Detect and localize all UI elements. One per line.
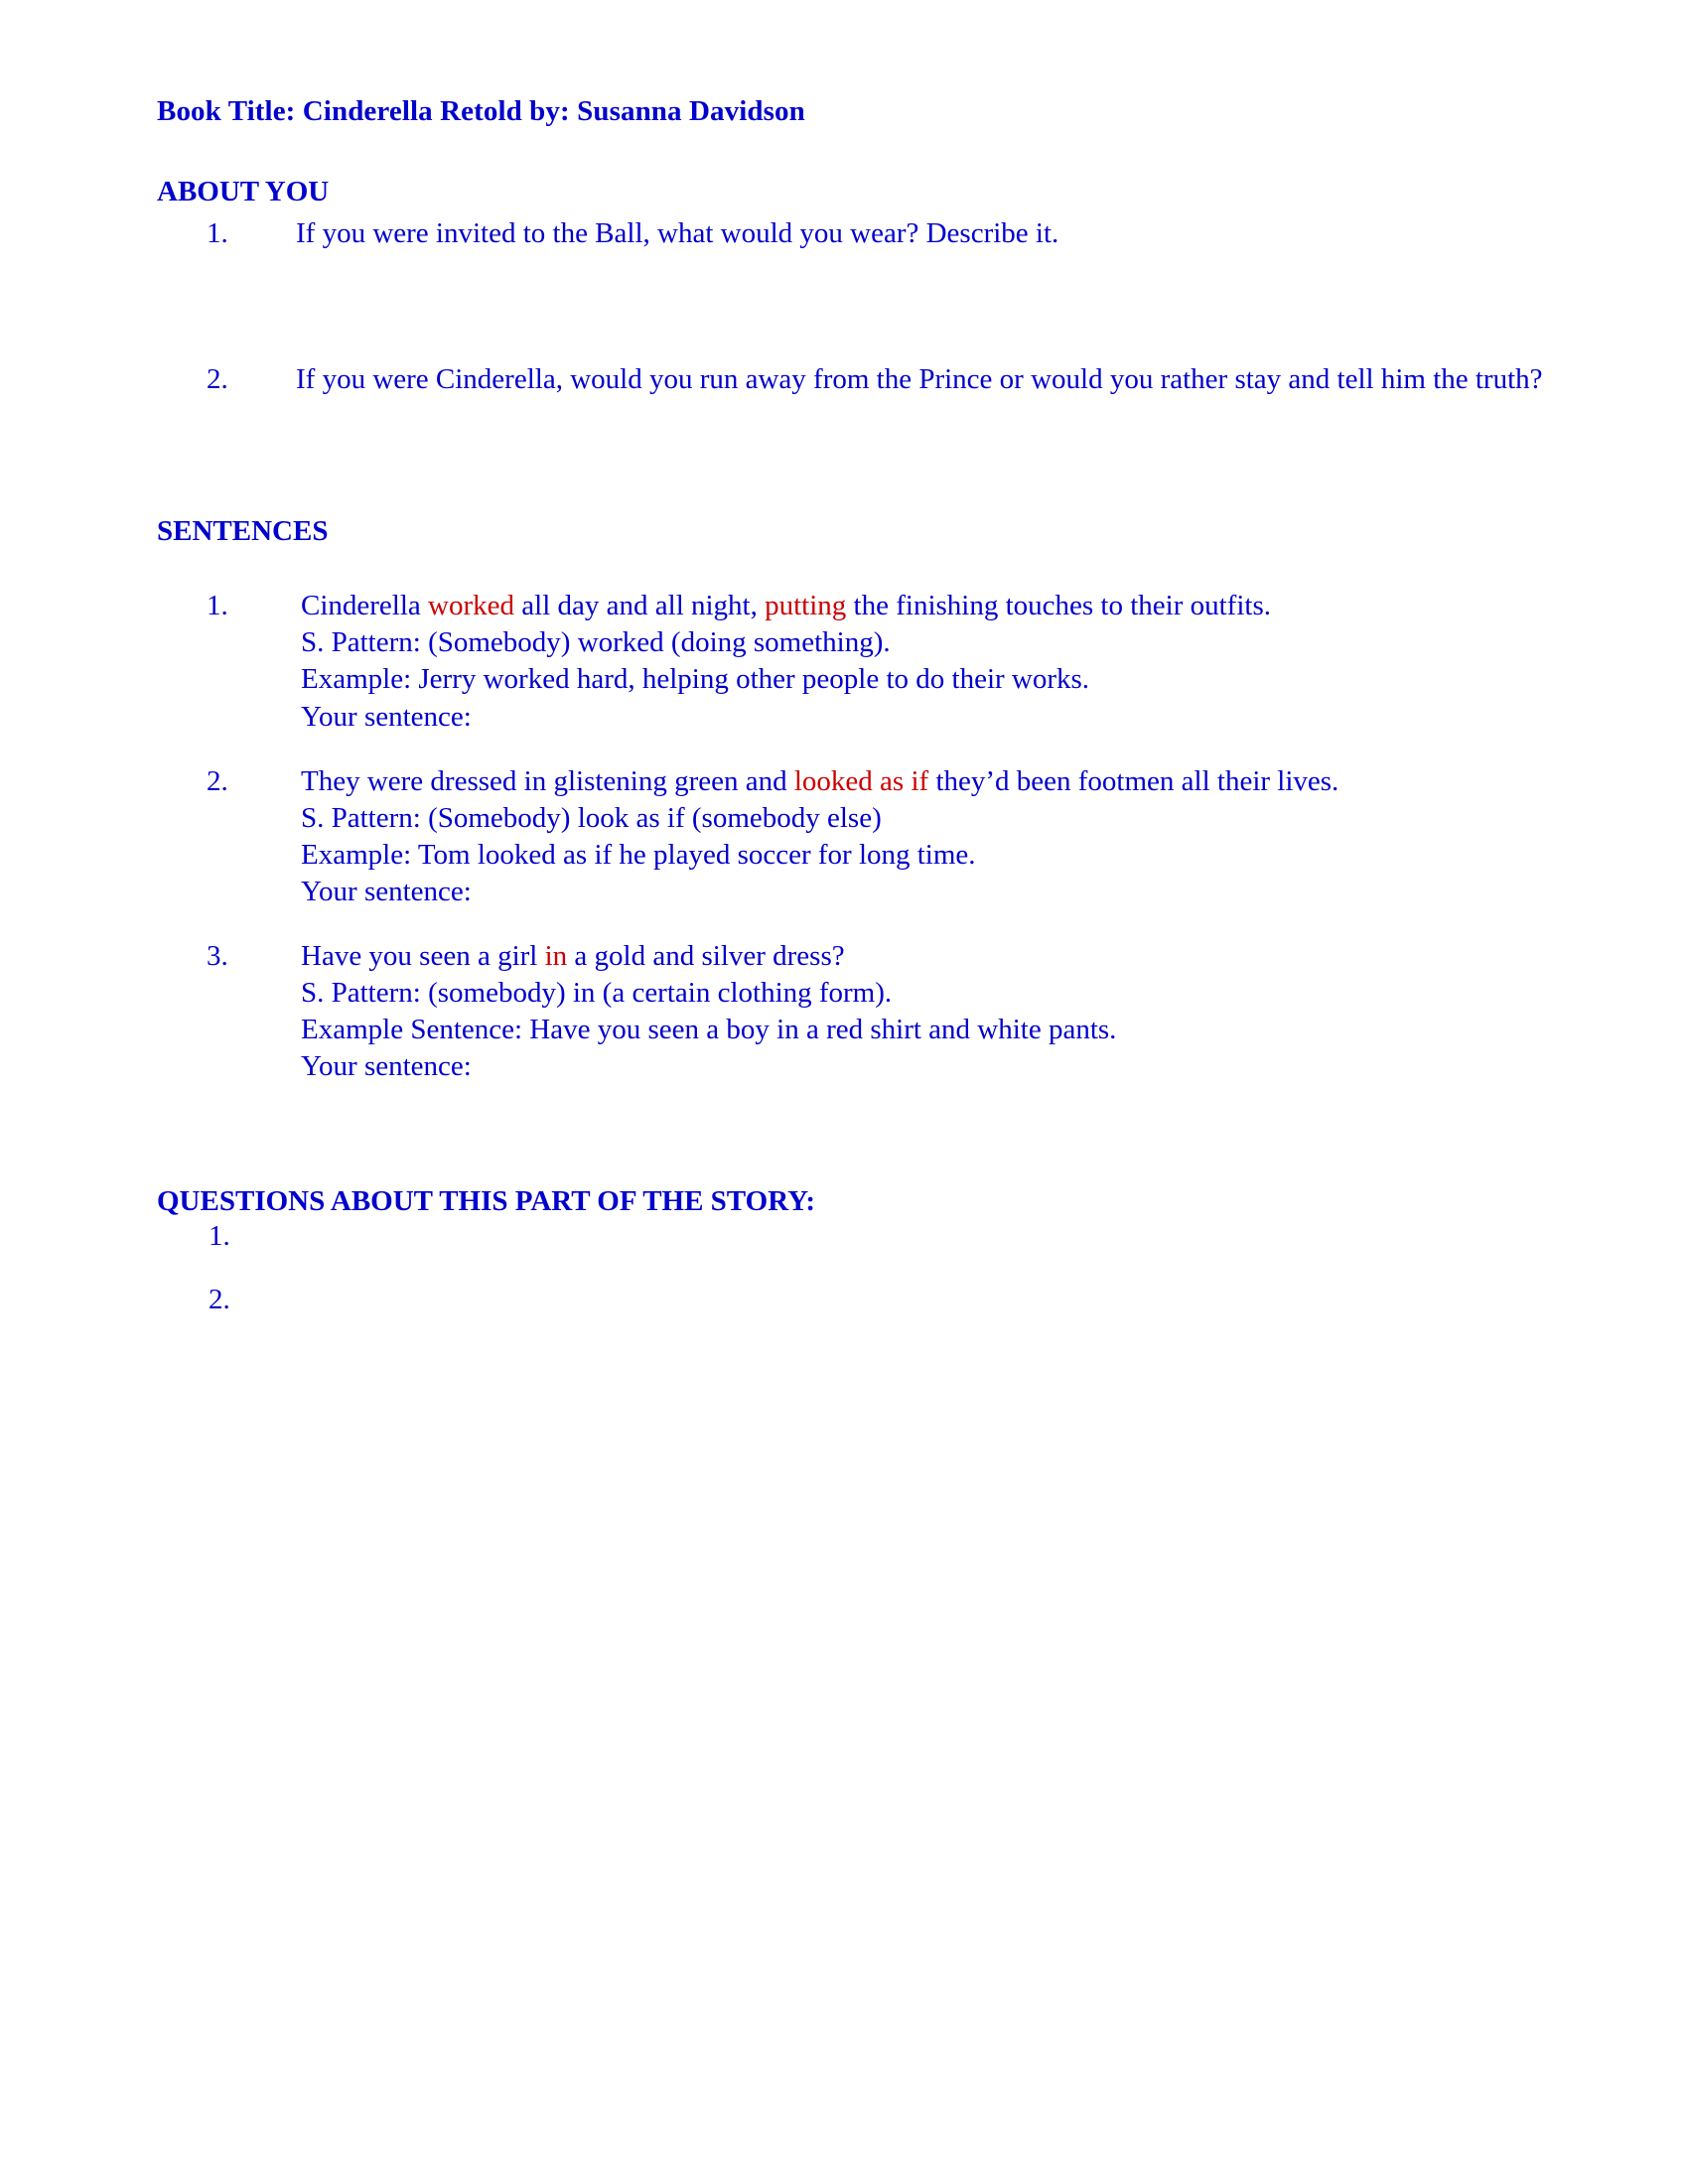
sentence-block-1-example: Example: Jerry worked hard, helping other people to do their works. <box>301 663 1090 696</box>
book-title: Book Title: Cinderella Retold by: Susanna Davidson <box>157 95 805 127</box>
sentence-block-3-number: 3. <box>207 940 228 973</box>
about-you-item-2-number: 2. <box>207 362 228 395</box>
sentence-3-text-b: a gold and silver dress? <box>567 940 845 973</box>
questions-list <box>157 1218 1547 1315</box>
spacer-sentence-2-3 <box>157 910 1547 938</box>
sentences-heading: SENTENCES <box>157 514 329 547</box>
sentence-block-2-pattern: S. Pattern: (Somebody) look as if (somebody else) <box>301 801 882 834</box>
sentence-2-highlight-a: looked as if <box>793 764 929 797</box>
about-you-item-1-text: If you were invited to the Ball, what would you wear? Describe it. <box>296 216 1059 249</box>
about-you-item-1-answer-space[interactable] <box>157 252 1547 361</box>
questions-item-1[interactable] <box>209 1218 1547 1252</box>
about-you-item-2-text: If you were Cinderella, would you run away from the Prince or would you rather stay and tell him the truth? <box>296 362 1543 395</box>
about-you-heading: ABOUT YOU <box>157 176 330 208</box>
sentence-1-highlight-b: putting <box>765 590 847 622</box>
spacer-sentences-questions <box>157 1086 1547 1185</box>
sentence-3-text-a: Have you seen a girl <box>301 940 545 973</box>
spacer-about-sentences <box>157 398 1547 515</box>
about-you-item-1 <box>207 215 1547 252</box>
spacer-sentences-heading-list <box>157 548 1547 588</box>
questions-item-1-number: 1. <box>209 1219 230 1252</box>
sentence-block-1-your-sentence[interactable]: Your sentence: <box>301 700 472 733</box>
sentence-3-highlight-a: in <box>544 940 568 973</box>
about-you-item-1-number: 1. <box>207 216 228 249</box>
sentence-block-2-your-sentence[interactable]: Your sentence: <box>301 876 472 908</box>
questions-section-heading: QUESTIONS ABOUT THIS PART OF THE STORY: <box>157 1184 816 1217</box>
spacer-title-about <box>157 128 1547 176</box>
sentence-2-text-b: they’d been footmen all their lives. <box>928 764 1339 797</box>
sentence-block-3-pattern: S. Pattern: (somebody) in (a certain clothing form). <box>301 977 893 1010</box>
sentence-1-text-b: all day and all night, <box>514 590 766 622</box>
about-you-list <box>157 215 1547 398</box>
sentence-block-3-example: Example Sentence: Have you seen a boy in a red shirt and white pants. <box>301 1014 1117 1046</box>
sentences-list <box>157 588 1547 1085</box>
sentence-block-3-sentence <box>301 938 1547 975</box>
sentence-block-2-sentence <box>301 763 1547 800</box>
sentence-block-3-your-sentence[interactable]: Your sentence: <box>301 1050 472 1083</box>
sentence-block-1 <box>207 588 1547 735</box>
sentence-block-1-number: 1. <box>207 590 228 622</box>
sentence-1-text-a: Cinderella <box>301 590 429 622</box>
sentence-1-text-c: the finishing touches to their outfits. <box>846 590 1271 622</box>
sentence-2-text-a: They were dressed in glistening green and <box>301 764 794 797</box>
sentence-1-highlight-a: worked <box>428 590 515 622</box>
spacer-sentence-1-2 <box>157 736 1547 763</box>
questions-item-2-number: 2. <box>209 1283 230 1315</box>
sentence-block-1-sentence <box>301 588 1547 624</box>
sentence-block-3 <box>207 938 1547 1085</box>
sentence-block-1-pattern: S. Pattern: (Somebody) worked (doing something). <box>301 626 891 659</box>
questions-item-2[interactable] <box>209 1282 1547 1315</box>
about-you-item-2 <box>207 361 1547 398</box>
document-content <box>157 95 1547 1315</box>
sentence-block-2-example: Example: Tom looked as if he played soccer for long time. <box>301 838 976 871</box>
sentence-block-2-number: 2. <box>207 764 228 797</box>
sentence-block-2 <box>207 763 1547 910</box>
